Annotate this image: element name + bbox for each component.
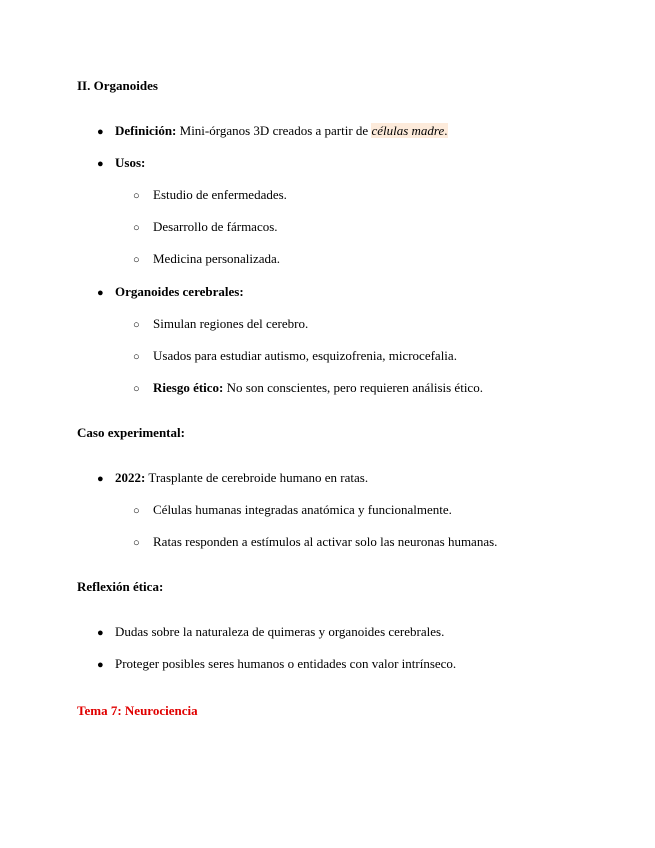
sublist-item (133, 219, 278, 236)
definicion-label: Definición: (115, 123, 177, 138)
sublist-item-text: Desarrollo de fármacos. (153, 219, 278, 234)
definicion-period: . (444, 123, 448, 138)
circle-bullet-icon: ○ (133, 254, 140, 266)
list-item-definicion (97, 123, 448, 140)
sublist-item-text: Estudio de enfermedades. (153, 187, 287, 202)
bullet-icon: ● (97, 287, 104, 299)
sublist-item-text: Células humanas integradas anatómica y funcionalmente. (153, 502, 452, 517)
sublist-item (133, 316, 308, 333)
circle-bullet-icon: ○ (133, 190, 140, 202)
section-title-caso: Caso experimental: (77, 425, 185, 440)
cerebrales-label: Organoides cerebrales: (115, 284, 244, 299)
bullet-icon: ● (97, 627, 104, 639)
list-item-2022 (97, 470, 368, 487)
sublist-item (133, 502, 452, 519)
riesgo-label: Riesgo ético: (153, 380, 224, 395)
section-title-reflexion: Reflexión ética: (77, 579, 164, 594)
sublist-item-text: Medicina personalizada. (153, 251, 281, 266)
bullet-icon: ● (97, 473, 104, 485)
next-topic-title: Tema 7: Neurociencia (77, 703, 198, 718)
list-item-text: Proteger posibles seres humanos o entidades con valor intrínseco. (115, 656, 457, 671)
list-item-text: Dudas sobre la naturaleza de quimeras y organoides cerebrales. (115, 624, 445, 639)
sublist-item (133, 348, 457, 365)
bullet-icon: ● (97, 126, 104, 138)
circle-bullet-icon: ○ (133, 383, 140, 395)
circle-bullet-icon: ○ (133, 222, 140, 234)
definicion-text: Mini-órganos 3D creados a partir de (176, 123, 372, 138)
sublist-item (133, 187, 287, 204)
caso-text: Trasplante de cerebroide humano en ratas. (145, 470, 369, 485)
sublist-item-riesgo (133, 380, 483, 397)
sublist-item-text: Usados para estudiar autismo, esquizofrenia, microcefalia. (153, 348, 457, 363)
section-title-organoides: II. Organoides (77, 78, 158, 93)
usos-label: Usos: (115, 155, 146, 170)
sublist-item (133, 534, 497, 551)
riesgo-text: No son conscientes, pero requieren análisis ético. (223, 380, 483, 395)
list-item (97, 656, 456, 673)
list-item-organoides-cerebrales (97, 284, 244, 301)
year-label: 2022: (115, 470, 146, 485)
list-item (97, 624, 444, 641)
list-item-usos (97, 155, 145, 172)
circle-bullet-icon: ○ (133, 351, 140, 363)
circle-bullet-icon: ○ (133, 505, 140, 517)
circle-bullet-icon: ○ (133, 537, 140, 549)
sublist-item-text: Simulan regiones del cerebro. (153, 316, 309, 331)
sublist-item-text: Ratas responden a estímulos al activar solo las neuronas humanas. (153, 534, 498, 549)
highlighted-text: células madre (371, 123, 445, 138)
bullet-icon: ● (97, 659, 104, 671)
sublist-item (133, 251, 280, 268)
bullet-icon: ● (97, 158, 104, 170)
circle-bullet-icon: ○ (133, 319, 140, 331)
